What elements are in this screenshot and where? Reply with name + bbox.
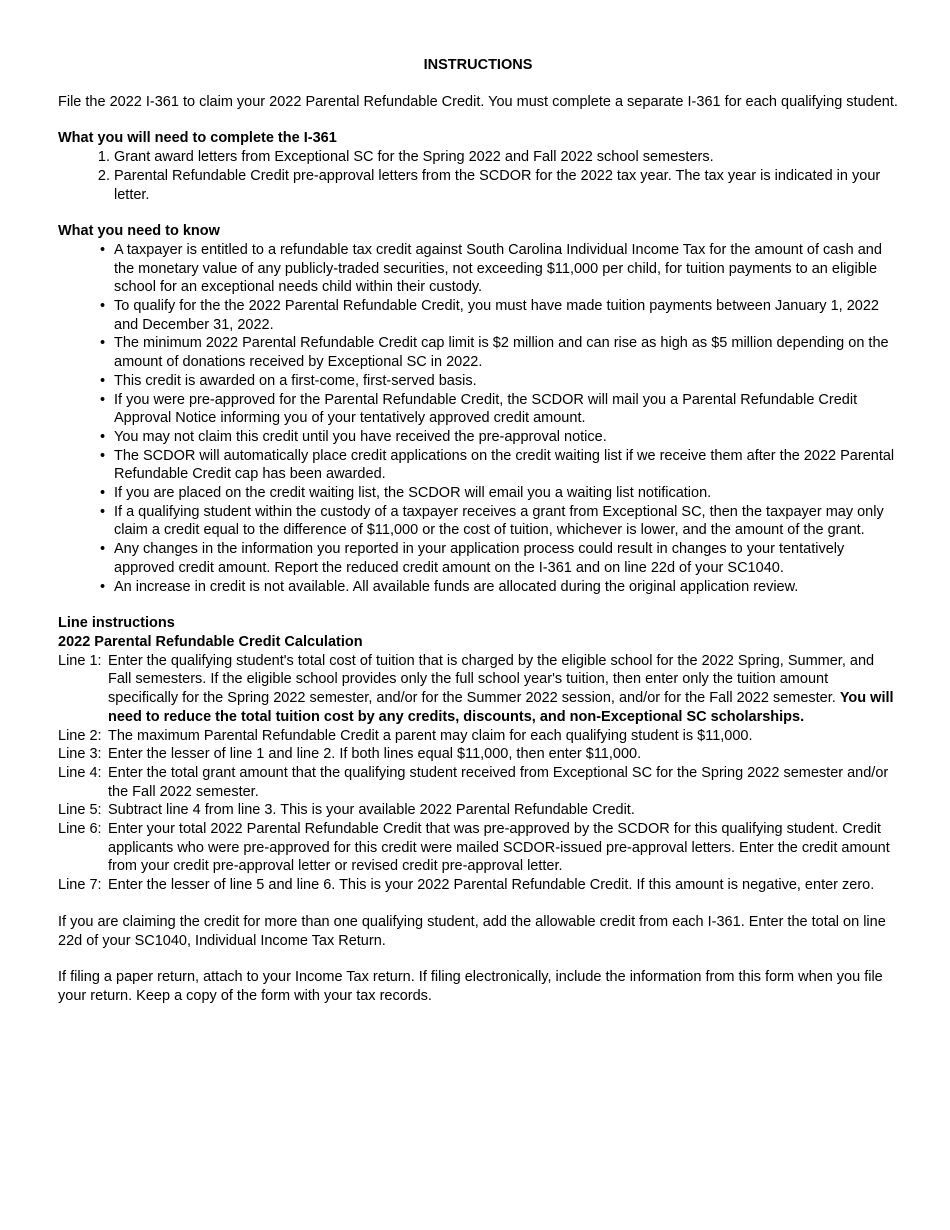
know-list-item: • The minimum 2022 Parental Refundable Credit cap limit is $2 million and can rise as high as $5 million depending on the amount of donations received by Exceptional SC in 2022. [114, 334, 898, 371]
line-label: Line 4: [58, 764, 102, 781]
line-text: Enter the total grant amount that the qualifying student received from Exceptional SC for the Spring 2022 semester and/or the Fall 2022 semester. [108, 764, 889, 800]
know-list-item: • A taxpayer is entitled to a refundable tax credit against South Carolina Individual Income Tax for the amount of cash and the monetary value of any publicly-traded securities, not exceeding $11,000 per child, for tuition payments to an eligible school for an exceptional needs child within their custody. [114, 241, 898, 297]
line-label: Line 3: [58, 746, 102, 763]
know-list-item: • To qualify for the the 2022 Parental Refundable Credit, you must have made tuition payments between January 1, 2022 and December 31, 2022. [114, 297, 898, 334]
know-list-item: • Any changes in the information you reported in your application process could result in changes to your tentatively approved credit amount. Report the reduced credit amount on the I-361 and on line 22d of your SC1040. [114, 540, 898, 577]
line-label: Line 1: [58, 652, 102, 669]
line-text: Subtract line 4 from line 3. This is your available 2022 Parental Refundable Credit. [108, 802, 635, 819]
need-list-item: 1. Grant award letters from Exceptional SC for the Spring 2022 and Fall 2022 school semesters. [114, 148, 898, 167]
filing-paragraph: If filing a paper return, attach to your Income Tax return. If filing electronically, include the information from this form when you file your return. Keep a copy of the form with your tax records. [58, 969, 883, 1004]
line-3-instruction [58, 745, 898, 764]
line-label: Line 6: [58, 821, 102, 838]
need-list [58, 148, 898, 204]
line-text: Enter the lesser of line 5 and line 6. This is your 2022 Parental Refundable Credit. If this amount is negative, enter zero. [108, 877, 875, 894]
line-text: Enter your total 2022 Parental Refundable Credit that was pre-approved by the SCDOR for this qualifying student. Credit applicants who were pre-approved for this credit were mailed SCDOR-issued pre-approval letters. Enter the credit amount from your credit pre-approval letter or revised credit pre-approval letter. [108, 821, 890, 875]
line-label: Line 5: [58, 802, 102, 819]
multiple-students-paragraph: If you are claiming the credit for more than one qualifying student, add the allowable credit from each I-361. Enter the total on line 22d of your SC1040, Individual Income Tax Return. [58, 913, 886, 949]
know-list-item: • If you were pre-approved for the Parental Refundable Credit, the SCDOR will mail you a Parental Refundable Credit Approval Notice informing you of your tentatively approved credit amount. [114, 391, 898, 428]
line-4-instruction [58, 764, 898, 801]
calculation-subheading: 2022 Parental Refundable Credit Calculation [58, 633, 363, 650]
page-title: INSTRUCTIONS [423, 57, 533, 73]
line-text: The maximum Parental Refundable Credit a parent may claim for each qualifying student is $11,000. [108, 727, 753, 744]
know-section [58, 222, 898, 596]
line-1-instruction [58, 652, 898, 727]
line-text-bold: You will need to reduce the total tuition cost by any credits, discounts, and non-Exceptional SC scholarships. [108, 690, 894, 725]
know-list-item: • If you are placed on the credit waiting list, the SCDOR will email you a waiting list notification. [114, 484, 898, 503]
know-list-item: • You may not claim this credit until you have received the pre-approval notice. [114, 428, 898, 447]
line-label: Line 2: [58, 727, 102, 744]
instructions-page [58, 56, 898, 1006]
line-text: Enter the lesser of line 1 and line 2. If both lines equal $11,000, then enter $11,000. [108, 746, 642, 763]
know-list [58, 241, 898, 596]
line-instructions-heading: Line instructions [58, 615, 175, 632]
know-list-item: • This credit is awarded on a first-come, first-served basis. [114, 372, 898, 391]
know-list-item: • If a qualifying student within the custody of a taxpayer receives a grant from Exceptional SC, then the taxpayer may only claim a credit equal to the difference of $11,000 or the cost of tuition, whichever is lower, and the amount of the grant. [114, 503, 898, 540]
line-7-instruction [58, 876, 898, 895]
line-6-instruction [58, 820, 898, 876]
line-label: Line 7: [58, 877, 102, 894]
line-2-instruction [58, 727, 898, 746]
intro-paragraph: File the 2022 I-361 to claim your 2022 Parental Refundable Credit. You must complete a separate I-361 for each qualifying student. [58, 93, 898, 110]
need-list-item: 2. Parental Refundable Credit pre-approval letters from the SCDOR for the 2022 tax year. The tax year is indicated in your letter. [114, 167, 898, 204]
line-text-regular: Enter the qualifying student's total cost of tuition that is charged by the eligible school for the 2022 Spring, Summer, and Fall semesters. If the eligible school provides only the full school year's tuition, then enter only the tuition amount specifically for the Spring 2022 semester, and/or for the Summer 2022 session, and/or for the Fall 2022 semester. [108, 652, 875, 707]
line-5-instruction [58, 801, 898, 820]
need-section-heading: What you will need to complete the I-361 [58, 130, 337, 147]
line-instructions-section [58, 614, 898, 895]
know-list-item: • An increase in credit is not available. All available funds are allocated during the original application review. [114, 578, 898, 597]
know-section-heading: What you need to know [58, 223, 220, 240]
line-text [108, 652, 898, 727]
need-section [58, 129, 898, 204]
know-list-item: • The SCDOR will automatically place credit applications on the credit waiting list if we receive them after the 2022 Parental Refundable Credit cap has been awarded. [114, 447, 898, 484]
